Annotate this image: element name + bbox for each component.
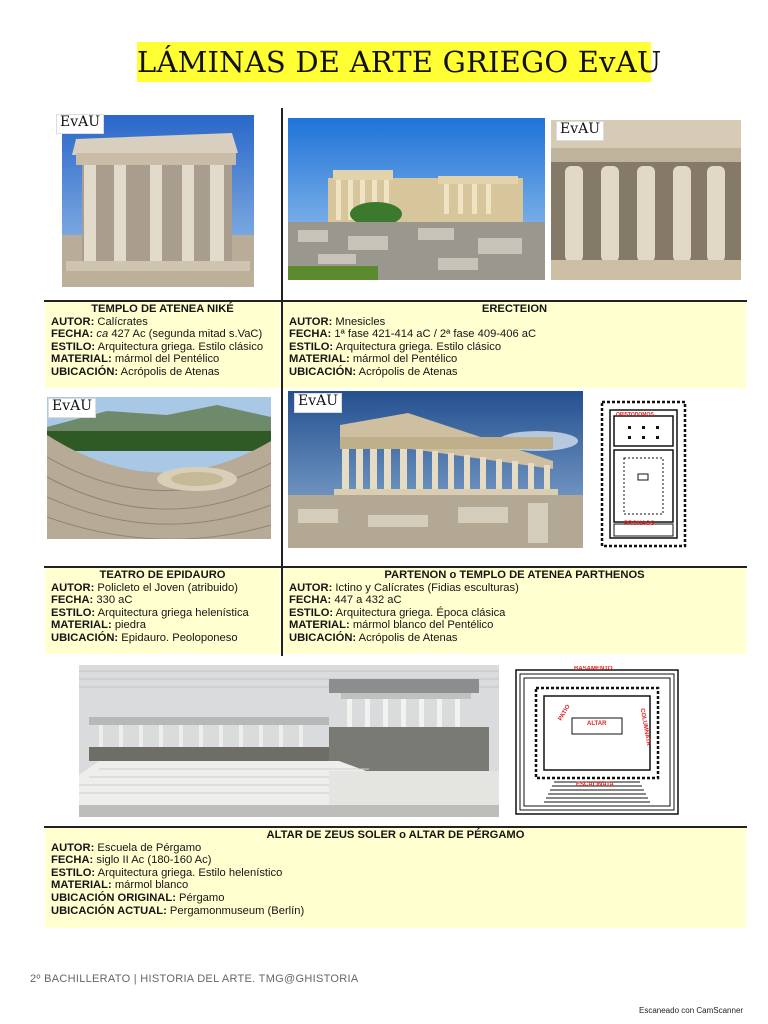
fecha-value: 427 Ac (segunda mitad s.VaC): [111, 328, 263, 341]
material-value: mármol blanco: [114, 879, 189, 892]
material-value: piedra: [114, 619, 146, 632]
work-title: TEATRO DE EPIDAURO: [99, 569, 226, 581]
estilo-value: Arquitectura griega. Época clásica: [335, 606, 506, 619]
ubicacion-value: Acrópolis de Atenas: [120, 365, 220, 378]
fecha-value: 1ª fase 421-414 aC / 2ª fase 409-406 aC: [334, 328, 537, 341]
info-card-epidauro: TEATRO DE EPIDAURO AUTOR: Policleto el Joven (atribuido) FECHA: 330 aC ESTILO: Arquitectura griega helenística MATERIAL: piedra UBICACIÓN: Epidauro. Peoloponeso: [45, 568, 280, 654]
plan-label-patio: PATIO: [557, 703, 572, 723]
work-title: ALTAR DE ZEUS SOLER o ALTAR DE PÉRGAMO: [266, 829, 525, 841]
work-title: TEMPLO DE ATENEA NIKÉ: [91, 303, 234, 315]
info-card-nike: TEMPLO DE ATENEA NIKÉ AUTOR: Calícrates FECHA: ca 427 Ac (segunda mitad s.VaC) ESTILO: Arquitectura griega. Estilo clásico MATERIAL: mármol del Pentélico UBICACIÓN: Acrópolis de Atenas: [45, 302, 280, 388]
ubicacion-value: Acrópolis de Atenas: [358, 631, 458, 644]
nike-temple-photo: [62, 115, 254, 287]
parthenon-photo: [288, 391, 583, 548]
parthenon-plan-diagram: [600, 400, 687, 548]
ubicacion-value: Epidauro. Peoloponeso: [121, 631, 238, 644]
plan-label-pronaos: PRONAOS: [624, 521, 655, 527]
fecha-value: 330 aC: [96, 594, 133, 607]
plan-label-opistodomos: OPISTODOMOS: [616, 412, 654, 418]
evau-badge: EvAU: [556, 121, 604, 141]
plan-label-escalinata: ESCALINATA: [576, 782, 614, 788]
plan-label-basamento: BASAMENTO: [574, 666, 613, 672]
caryatids-photo: [551, 120, 741, 280]
evau-badge: EvAU: [56, 114, 104, 134]
epidauro-theatre-photo: [47, 397, 271, 539]
erecteion-photo: [288, 118, 545, 280]
estilo-value: Arquitectura griega. Estilo helenístico: [97, 866, 283, 879]
ubicacion-original-value: Pérgamo: [179, 891, 225, 904]
info-card-erecteion: ERECTEION AUTOR: Mnesicles FECHA: 1ª fase 421-414 aC / 2ª fase 409-406 aC ESTILO: Arquitectura griega. Estilo clásico MATERIAL: mármol del Pentélico UBICACIÓN: Acrópolis de Atenas: [283, 302, 746, 388]
autor-value: Ictino y Calícrates (Fidias esculturas): [335, 581, 519, 594]
plan-label-altar: ALTAR: [587, 721, 607, 727]
work-title: PARTENON o TEMPLO DE ATENEA PARTHENOS: [384, 569, 645, 581]
estilo-value: Arquitectura griega. Estilo clásico: [97, 340, 264, 353]
work-title: ERECTEION: [481, 303, 548, 315]
fecha-value: 447 a 432 aC: [334, 594, 402, 607]
estilo-value: Arquitectura griega. Estilo clásico: [335, 340, 502, 353]
info-card-pergamo: ALTAR DE ZEUS SOLER o ALTAR DE PÉRGAMO AUTOR: Escuela de Pérgamo FECHA: siglo II Ac (180-160 Ac) ESTILO: Arquitectura griega. Estilo helenístico MATERIAL: mármol blanco UBICACIÓN ORIGINAL: Pérgamo UBICACIÓN ACTUAL: Pergamonmuseum (Berlín): [45, 828, 746, 928]
info-card-partenon: PARTENON o TEMPLO DE ATENEA PARTHENOS AUTOR: Ictino y Calícrates (Fidias esculturas) FECHA: 447 a 432 aC ESTILO: Arquitectura griega. Época clásica MATERIAL: mármol blanco del Pentélico UBICACIÓN: Acrópolis de Atenas: [283, 568, 746, 654]
ubicacion-value: Acrópolis de Atenas: [358, 365, 458, 378]
pergamon-altar-photo: [79, 665, 499, 817]
autor-value: Calícrates: [97, 315, 148, 328]
material-value: mármol del Pentélico: [114, 353, 220, 366]
estilo-value: Arquitectura griega helenística: [97, 606, 249, 619]
page-footer: 2º BACHILLERATO | HISTORIA DEL ARTE. TMG@GHISTORIA: [30, 973, 359, 985]
autor-value: Mnesicles: [335, 315, 386, 328]
autor-value: Policleto el Joven (atribuido): [97, 581, 238, 594]
pergamon-plan-diagram: [514, 666, 680, 817]
page-title: LÁMINAS DE ARTE GRIEGO EvAU: [137, 42, 651, 82]
ubicacion-actual-value: Pergamonmuseum (Berlín): [169, 904, 305, 917]
autor-value: Escuela de Pérgamo: [97, 841, 202, 854]
evau-badge: EvAU: [48, 398, 96, 418]
material-value: mármol del Pentélico: [352, 353, 458, 366]
evau-badge: EvAU: [294, 393, 342, 413]
fecha-value: siglo II Ac (180-160 Ac): [96, 854, 212, 867]
plan-label-columnata: COLUMNATA: [638, 707, 652, 747]
scanner-watermark: Escaneado con CamScanner: [639, 1006, 744, 1015]
material-value: mármol blanco del Pentélico: [352, 619, 494, 632]
